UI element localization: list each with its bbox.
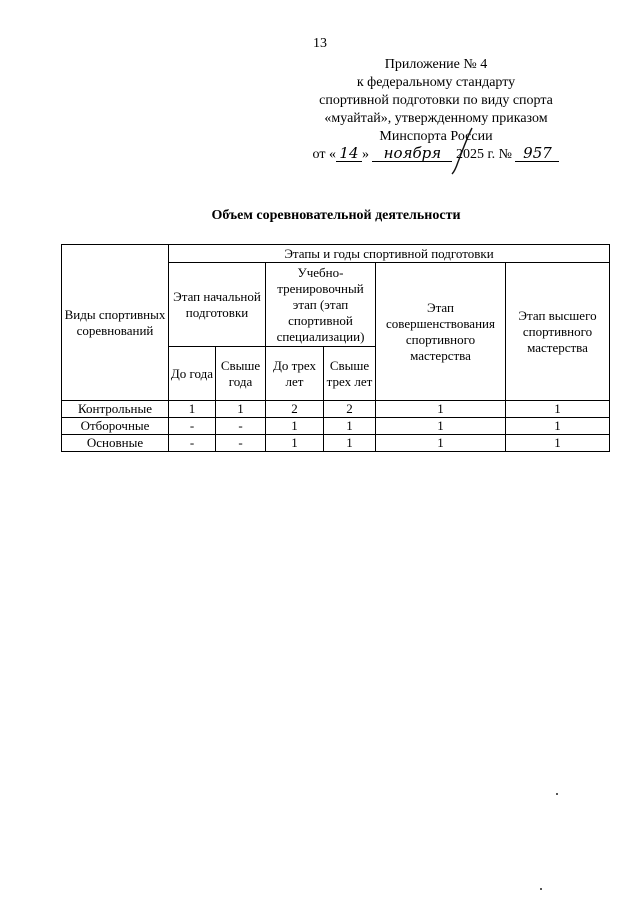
sub-header-upto-three: До трех лет — [266, 347, 324, 401]
sub-header-over-year: Свыше года — [216, 347, 266, 401]
table-cell: 1 — [376, 418, 506, 435]
appendix-line: «муайтай», утвержденному приказом — [324, 111, 548, 126]
stage-improvement-header: Этап совершенствования спортивного мастерства — [376, 263, 506, 401]
row-header-cell: Виды спортивных соревнований — [62, 245, 169, 401]
stage-initial-header: Этап начальной подготовки — [169, 263, 266, 347]
handwritten-month: ноября — [372, 146, 452, 162]
row-label: Контрольные — [62, 401, 169, 418]
row-label: Отборочные — [62, 418, 169, 435]
table-cell: 1 — [376, 435, 506, 452]
date-prefix: от « — [312, 147, 336, 162]
stages-header-cell: Этапы и годы спортивной подготовки — [169, 245, 610, 263]
table-cell: - — [216, 418, 266, 435]
signature-stroke-icon — [444, 126, 484, 176]
table-cell: 1 — [324, 435, 376, 452]
page-number: 13 — [313, 36, 327, 51]
table-cell: 2 — [324, 401, 376, 418]
table-cell: 1 — [266, 418, 324, 435]
table-row — [62, 435, 610, 452]
year-text: 2025 г. № — [455, 147, 512, 162]
table-cell: 1 — [266, 435, 324, 452]
table-cell: 1 — [324, 418, 376, 435]
appendix-line: спортивной подготовки по виду спорта — [319, 93, 553, 108]
table-cell: 1 — [506, 435, 610, 452]
table-cell: 1 — [506, 401, 610, 418]
sub-header-upto-year: До года — [169, 347, 216, 401]
sub-header-over-three: Свыше трех лет — [324, 347, 376, 401]
stage-higher-header: Этап высшего спортивного мастерства — [506, 263, 610, 401]
appendix-line: Минспорта России — [379, 129, 493, 144]
scan-speck — [540, 888, 542, 890]
date-mid: » — [361, 147, 369, 162]
competition-volume-table — [61, 244, 610, 452]
table-cell: 1 — [376, 401, 506, 418]
table-row — [62, 418, 610, 435]
order-date-line — [286, 146, 586, 164]
row-label: Основные — [62, 435, 169, 452]
handwritten-day: 14 — [336, 146, 362, 162]
table-cell: 1 — [169, 401, 216, 418]
table-cell: - — [216, 435, 266, 452]
table-cell: 2 — [266, 401, 324, 418]
appendix-line: к федеральному стандарту — [356, 75, 516, 90]
table-cell: - — [169, 418, 216, 435]
table-cell: 1 — [216, 401, 266, 418]
appendix-header — [286, 56, 586, 164]
appendix-title: Приложение № 4 — [384, 57, 488, 72]
table-row — [62, 401, 610, 418]
handwritten-order-number: 957 — [515, 146, 559, 162]
document-title: Объем соревновательной деятельности — [211, 208, 461, 223]
stage-training-header: Учебно-тренировочный этап (этап спортивной специализации) — [266, 263, 376, 347]
table-cell: - — [169, 435, 216, 452]
scan-speck — [556, 793, 558, 795]
table-cell: 1 — [506, 418, 610, 435]
